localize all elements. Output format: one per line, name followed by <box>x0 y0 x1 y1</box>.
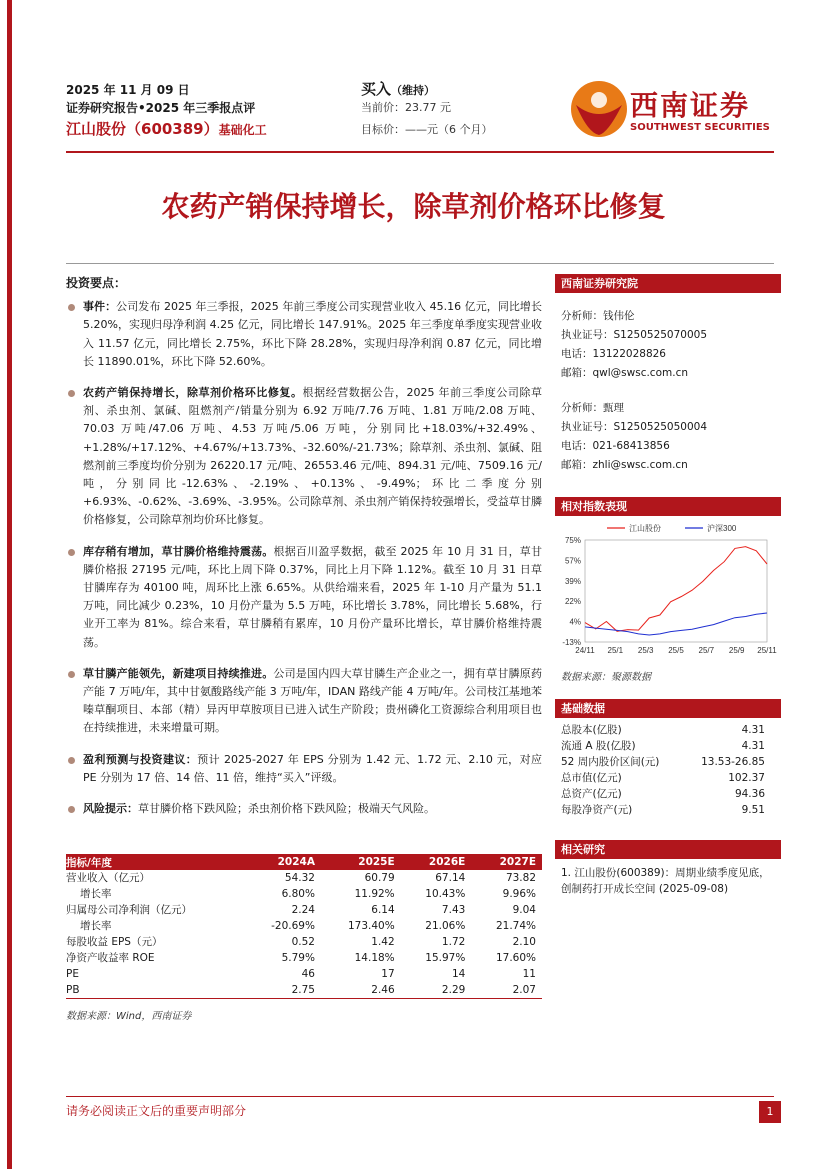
key-point-lead: 草甘膦产能领先，新建项目持续推进。 <box>83 666 274 680</box>
series-line <box>585 547 767 632</box>
table-header-cell: 2025E <box>321 854 401 870</box>
analyst-email[interactable]: 邮箱：qwl@swsc.com.cn <box>561 367 688 379</box>
company-name: 江山股份（600389） <box>66 120 219 138</box>
x-tick-label: 25/11 <box>757 646 777 655</box>
x-tick-label: 25/5 <box>668 646 684 655</box>
table-cell: 15.97% <box>425 952 466 964</box>
table-cell: 21.74% <box>495 920 536 932</box>
related-research-header: 相关研究 <box>555 840 781 859</box>
footer-divider <box>66 1096 774 1097</box>
table-cell: 67.14 <box>435 872 466 884</box>
key-point-text: 预计 2025-2027 年 EPS 分别为 1.42 元、1.72 元、2.10 元，对应 PE 分别为 17 倍、14 倍、11 倍，维持“买入”评级。 <box>83 752 542 784</box>
table-cell: 2.10 <box>512 936 536 948</box>
bullet-dot-icon <box>68 549 75 556</box>
table-cell: 2.29 <box>401 982 472 999</box>
table-cell: 0.52 <box>291 936 315 948</box>
basic-data-label: 总市值(亿元) <box>561 772 622 784</box>
table-cell: 11 <box>522 968 536 980</box>
table-cell: 14.18% <box>354 952 395 964</box>
table-header-row <box>66 854 542 870</box>
key-point-text: 根据经营数据公告，2025 年前三季度公司除草剂、杀虫剂、氯碱、阻燃剂产/销量分别为 6.92 万吨/7.76 万吨、1.81 万吨/2.08 万吨、70.03 万吨/47.06 万吨、4.53 万吨/5.06 万吨，分别同比+18.03%/+32.49%、+1.28%/+17.12%、+4.67%/+13.73%、-32.60%/-21.73%；除草剂、杀虫剂、氯碱、阻燃剂前三季度均价分别为 26220.17 元/吨、26553.46 元/吨、894.31 元/吨、7509.16 元/吨，分别同比-12.63%、-2.19%、+0.13%、-9.49%；环比二季度分别+6.93%、-0.62%、-3.69%、-3.95%。公司除草剂、杀虫剂产销保持较强增长，受益草甘膦价格修复，公司除草剂均价环比修复。 <box>83 386 542 527</box>
analyst-license: 执业证号：S1250525050004 <box>561 421 708 433</box>
basic-data-row <box>555 722 781 738</box>
key-point-lead: 库存稍有增加，草甘膦价格维持震荡。 <box>83 544 274 558</box>
report-date: 2025 年 11 月 09 日 <box>66 83 190 97</box>
table-cell: 21.06% <box>425 920 466 932</box>
basic-data-label: 每股净资产(元) <box>561 804 633 816</box>
basic-data-value: 13.53-26.85 <box>701 756 765 768</box>
table-cell: PB <box>66 982 245 999</box>
report-type: 证券研究报告•2025 年三季报点评 <box>66 101 256 115</box>
key-point-text: 根据百川盈孚数据，截至 2025 年 10 月 31 日，草甘膦价格报 27195 元/吨，环比上周下降 0.37%，同比上月下降 1.12%。截至 10 月 31 日草甘膦库存为 40100 吨，周环比上涨 6.65%。从供给端来看，2025 年 1-10 月产量为 51.1 万吨，同比减少 0.23%，10 月份产量为 5.5 万吨，环比增长 3.78%，同比增长 5.68%，行业开工率为 81%。综合来看，草甘膦稍有累库，10 月份产量环比增长，草甘膦价格维持震荡。 <box>83 544 542 649</box>
legend-label: 沪深300 <box>707 524 737 533</box>
table-header-cell: 2026E <box>401 854 472 870</box>
table-cell: 11.92% <box>354 888 395 900</box>
x-tick-label: 25/1 <box>607 646 624 655</box>
table-cell: 46 <box>301 968 315 980</box>
basic-data-label: 52 周内股价区间(元) <box>561 756 660 768</box>
target-price: 目标价：——元（6 个月） <box>361 123 493 136</box>
current-price: 当前价：23.77 元 <box>361 101 451 114</box>
table-row <box>66 966 542 982</box>
analyst-block-2 <box>555 399 781 475</box>
basic-data-label: 流通 A 股(亿股) <box>561 740 636 752</box>
basic-data-row <box>555 786 781 802</box>
bullet-dot-icon <box>68 671 75 678</box>
table-cell: 1.42 <box>371 936 395 948</box>
y-tick-label: -13% <box>562 638 581 647</box>
table-cell: 73.82 <box>505 872 536 884</box>
table-row <box>66 918 542 934</box>
table-cell: 17.60% <box>495 952 536 964</box>
x-tick-label: 24/11 <box>575 646 595 655</box>
left-accent-bar <box>7 0 12 1169</box>
table-row <box>66 950 542 966</box>
basic-data-row <box>555 754 781 770</box>
key-point <box>66 543 542 652</box>
basic-data-list <box>555 722 781 818</box>
table-cell: 7.43 <box>441 904 466 916</box>
y-tick-label: 22% <box>564 597 581 607</box>
key-point-text: 公司发布 2025 年三季报，2025 年前三季度公司实现营业收入 45.16 亿元，同比增长 5.20%，实现归母净利润 4.25 亿元，同比增长 147.91%。2025 年三季度单季度实现营业收入 11.57 亿元，同比增长 2.75%，环比下降 28.28%，实现归母净利润 0.87 亿元，同比增长 11890.01%，环比下降 52.60%。 <box>83 300 542 368</box>
table-cell: 14 <box>451 968 466 980</box>
table-row <box>66 982 542 999</box>
table-header-cell: 指标/年度 <box>66 854 245 870</box>
key-point-lead: 事件： <box>83 300 117 314</box>
table-source: 数据来源：Wind，西南证券 <box>66 1011 192 1022</box>
table-cell: 10.43% <box>425 888 466 900</box>
rating-sub: （维持） <box>391 84 436 97</box>
key-point-text: 公司是国内四大草甘膦生产企业之一，拥有草甘膦原药产能 7 万吨/年，其中甘氨酸路线产能 3 万吨/年，IDAN 路线产能 4 万吨/年。公司枝江基地苯嗪草酮项目、本部（精）异丙甲草胺项目已进入试生产阶段；贵州磷化工资源综合利用项目也在持续推进，未来增量可期。 <box>83 666 543 735</box>
table-cell: 9.04 <box>512 904 536 916</box>
table-cell: -20.69% <box>271 920 315 932</box>
research-item[interactable]: 1. 江山股份(600389)：周期业绩季度见底，创制药打开成长空间 (2025-09-08) <box>561 867 770 895</box>
series-line <box>585 613 767 635</box>
table-header-cell: 2024A <box>245 854 321 870</box>
key-point <box>66 384 542 530</box>
table-row <box>66 886 542 902</box>
related-research-list <box>555 859 781 897</box>
key-point <box>66 751 542 787</box>
table-row <box>66 934 542 950</box>
footer-disclaimer[interactable]: 请务必阅读正文后的重要声明部分 <box>66 1104 247 1118</box>
chart-svg <box>555 522 781 662</box>
table-cell: 增长率 <box>80 920 112 932</box>
table-cell: 6.14 <box>371 904 395 916</box>
y-tick-label: 57% <box>564 556 581 566</box>
basic-data-row <box>555 802 781 818</box>
page-number: 1 <box>759 1101 781 1123</box>
analyst-phone: 电话：13122028826 <box>561 348 666 360</box>
table-cell: 2.75 <box>245 982 321 999</box>
y-tick-label: 4% <box>569 617 581 627</box>
table-cell: 17 <box>381 968 395 980</box>
table-cell: 净资产收益率 ROE <box>66 952 155 964</box>
key-points <box>66 298 542 818</box>
basic-data-row <box>555 770 781 786</box>
analyst-phone: 电话：021-68413856 <box>561 440 670 452</box>
table-cell: 9.96% <box>502 888 536 900</box>
chart-header: 相对指数表现 <box>555 497 781 516</box>
rating-label: 买入 <box>361 80 392 98</box>
y-tick-label: 39% <box>564 576 581 586</box>
chart-source: 数据来源：聚源数据 <box>561 672 651 683</box>
company-line <box>66 118 267 139</box>
logo-text-en: SOUTHWEST SECURITIES <box>630 122 770 133</box>
key-point <box>66 665 542 738</box>
basic-data-value: 4.31 <box>741 724 765 736</box>
table-cell: 6.80% <box>281 888 315 900</box>
bullet-dot-icon <box>68 757 75 764</box>
table-cell: PE <box>66 968 79 980</box>
table-cell: 归属母公司净利润（亿元） <box>66 904 192 916</box>
analyst-name: 分析师：甄理 <box>561 402 624 414</box>
table-cell: 2.24 <box>291 904 315 916</box>
company-sector: 基础化工 <box>218 123 267 137</box>
x-tick-label: 25/7 <box>698 646 715 655</box>
legend-label: 江山股份 <box>629 524 661 533</box>
table-cell: 每股收益 EPS（元） <box>66 936 163 948</box>
table-cell: 54.32 <box>284 872 315 884</box>
table-row <box>66 870 542 886</box>
table-cell: 增长率 <box>80 888 112 900</box>
basic-data-value: 102.37 <box>728 772 765 784</box>
table-cell: 2.46 <box>321 982 401 999</box>
key-point-lead: 农药产销保持增长，除草剂价格环比修复。 <box>83 386 303 400</box>
table-cell: 5.79% <box>281 952 315 964</box>
table-row <box>66 902 542 918</box>
table-header-cell: 2027E <box>471 854 542 870</box>
rating <box>361 78 435 99</box>
institute-header: 西南证券研究院 <box>555 274 781 293</box>
basic-data-value: 4.31 <box>741 740 765 752</box>
table-cell: 2.07 <box>471 982 542 999</box>
report-headline: 农药产销保持增长，除草剂价格环比修复 <box>161 190 666 223</box>
basic-data-value: 9.51 <box>741 804 765 816</box>
key-point-lead: 风险提示： <box>83 802 138 816</box>
bullet-dot-icon <box>68 304 75 311</box>
basic-data-label: 总股本(亿股) <box>561 724 622 736</box>
basic-data-row <box>555 738 781 754</box>
table-cell: 营业收入（亿元） <box>66 872 150 884</box>
relative-index-chart <box>555 522 781 662</box>
table-cell: 60.79 <box>364 872 395 884</box>
key-point-lead: 盈利预测与投资建议： <box>83 752 198 766</box>
x-tick-label: 25/9 <box>728 646 745 655</box>
analyst-license: 执业证号：S1250525070005 <box>561 329 708 341</box>
analyst-email[interactable]: 邮箱：zhli@swsc.com.cn <box>561 459 688 471</box>
bullet-dot-icon <box>68 806 75 813</box>
headline-divider <box>66 263 774 264</box>
basic-data-value: 94.36 <box>734 788 765 800</box>
logo-text-cn: 西南证券 <box>630 89 751 122</box>
sidebar <box>555 274 781 897</box>
analyst-name: 分析师：钱伟伦 <box>561 310 635 322</box>
table-cell: 173.40% <box>347 920 395 932</box>
basic-data-label: 总资产(亿元) <box>561 788 622 800</box>
header-divider <box>66 151 774 153</box>
y-tick-label: 75% <box>564 536 581 545</box>
table-cell: 1.72 <box>441 936 466 948</box>
bullet-dot-icon <box>68 390 75 397</box>
section-title: 投资要点： <box>66 276 127 290</box>
forecast-table <box>66 854 542 999</box>
key-point <box>66 800 542 818</box>
key-point <box>66 298 542 371</box>
x-tick-label: 25/3 <box>637 646 654 655</box>
key-point-text: 草甘膦价格下跌风险；杀虫剂价格下跌风险；极端天气风险。 <box>138 802 435 816</box>
main-content <box>66 274 542 831</box>
analyst-block-1 <box>555 307 781 383</box>
basic-data-header: 基础数据 <box>555 699 781 718</box>
